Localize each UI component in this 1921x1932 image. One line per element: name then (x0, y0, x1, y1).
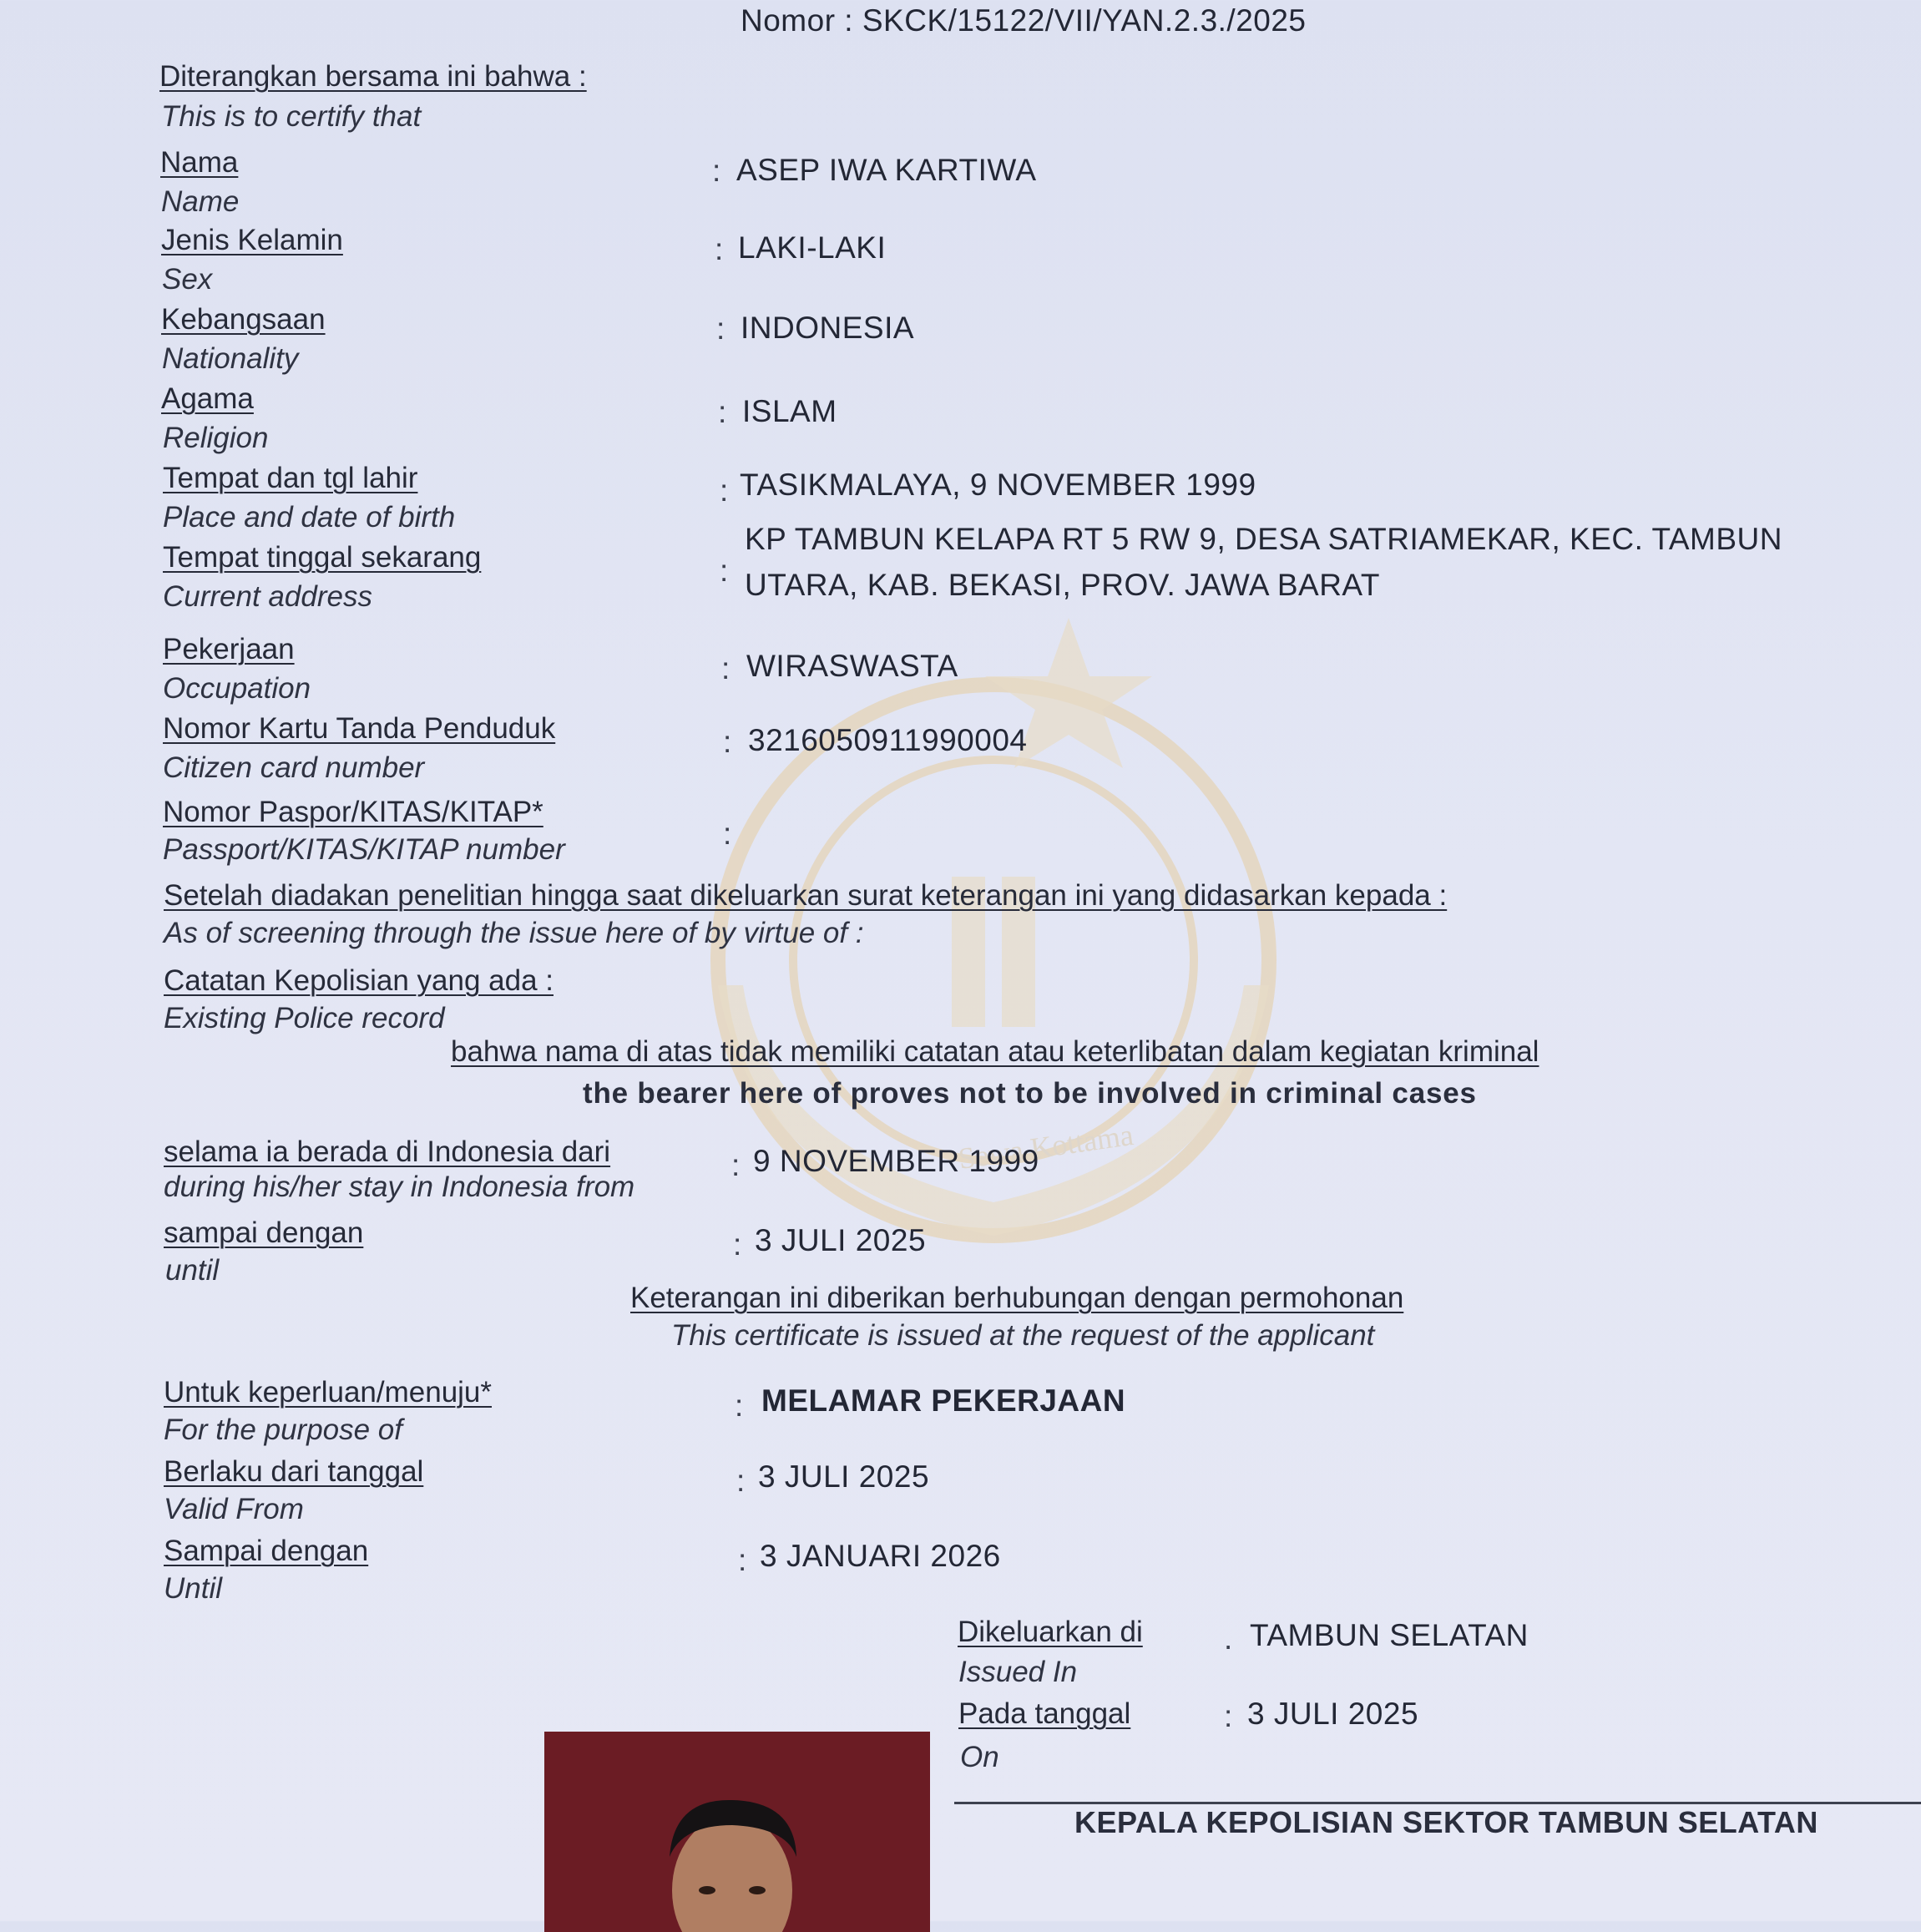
field-religion-label-en: Religion (163, 422, 269, 454)
intro-en: This is to certify that (161, 100, 422, 133)
applicant-photo (544, 1732, 930, 1932)
field-passport-label-en: Passport/KITAS/KITAP number (163, 833, 565, 866)
police-record-statement-en: the bearer here of proves not to be involved in criminal cases (583, 1077, 1477, 1110)
field-address-value-line2: UTARA, KAB. BEKASI, PROV. JAWA BARAT (745, 568, 1380, 602)
screening-en: As of screening through the issue here of by virtue of : (164, 917, 864, 949)
intro-id: Diterangkan bersama ini bahwa : (159, 60, 587, 93)
field-id-card-label-en: Citizen card number (163, 751, 425, 784)
field-address-value-line1: KP TAMBUN KELAPA RT 5 RW 9, DESA SATRIAMEKAR, KEC. TAMBUN (745, 522, 1782, 556)
watermark-text: Sewa Kottama (956, 1117, 1135, 1176)
field-nationality-label-en: Nationality (162, 342, 299, 375)
signatory-title: KEPALA KEPOLISIAN SEKTOR TAMBUN SELATAN (1074, 1805, 1818, 1839)
colon: : (733, 1227, 742, 1262)
colon: . (1224, 1621, 1233, 1656)
colon: : (720, 554, 729, 588)
valid-until-label-id: Sampai dengan (164, 1535, 369, 1567)
valid-from-label-en: Valid From (164, 1493, 304, 1525)
document-number-label: Nomor (741, 3, 836, 38)
issued-date-label-id: Pada tanggal (958, 1697, 1131, 1730)
field-occupation-label-id: Pekerjaan (163, 633, 295, 665)
issued-date-value: 3 JULI 2025 (1247, 1697, 1419, 1731)
valid-until-label-en: Until (164, 1572, 223, 1605)
colon: : (723, 817, 732, 851)
stay-until-label-id: sampai dengan (164, 1216, 364, 1249)
field-address-label-en: Current address (163, 580, 372, 613)
stay-from-label-en: during his/her stay in Indonesia from (164, 1171, 635, 1203)
screening-id: Setelah diadakan penelitian hingga saat dikeluarkan surat keterangan ini yang didasarkan kepada : (164, 879, 1448, 912)
colon: : (712, 154, 721, 188)
field-religion-label-id: Agama (161, 382, 254, 415)
colon: : (721, 651, 730, 685)
police-record-label-id: Catatan Kepolisian yang ada : (164, 964, 554, 997)
field-sex-value: LAKI-LAKI (738, 230, 887, 265)
field-passport-label-id: Nomor Paspor/KITAS/KITAP* (163, 796, 543, 828)
colon: : (715, 232, 724, 266)
field-name-label-id: Nama (160, 146, 239, 179)
stay-until-value: 3 JULI 2025 (755, 1223, 927, 1257)
stay-from-value: 9 NOVEMBER 1999 (753, 1144, 1039, 1178)
colon: : (731, 1148, 741, 1182)
field-name-label-en: Name (161, 185, 240, 218)
issued-place-label-id: Dikeluarkan di (958, 1616, 1143, 1648)
field-address-label-id: Tempat tinggal sekarang (163, 541, 482, 574)
valid-until-value: 3 JANUARI 2026 (760, 1539, 1001, 1573)
field-occupation-value: WIRASWASTA (746, 649, 958, 683)
colon: : (738, 1543, 747, 1577)
stay-from-label-id: selama ia berada di Indonesia dari (164, 1135, 611, 1168)
police-record-statement-id: bahwa nama di atas tidak memiliki catatan atau keterlibatan dalam kegiatan kriminal (451, 1035, 1539, 1068)
request-id: Keterangan ini diberikan berhubungan dengan permohonan (630, 1282, 1404, 1314)
colon: : (720, 473, 729, 508)
field-birth-label-en: Place and date of birth (163, 501, 456, 534)
colon: : (716, 311, 725, 346)
purpose-label-id: Untuk keperluan/menuju* (164, 1376, 493, 1409)
issued-place-value: TAMBUN SELATAN (1250, 1618, 1529, 1652)
colon: : (1224, 1699, 1233, 1733)
field-sex-label-en: Sex (162, 263, 213, 296)
field-nationality-value: INDONESIA (741, 311, 915, 345)
document-number-row: Nomor : SKCK/15122/VII/YAN.2.3./2025 (741, 3, 1307, 38)
police-record-label-en: Existing Police record (164, 1002, 445, 1034)
issued-place-label-en: Issued In (958, 1656, 1078, 1688)
field-occupation-label-en: Occupation (163, 672, 311, 705)
field-religion-value: ISLAM (742, 394, 837, 428)
valid-from-label-id: Berlaku dari tanggal (164, 1455, 424, 1488)
field-name-value: ASEP IWA KARTIWA (736, 153, 1037, 187)
colon: : (723, 725, 732, 759)
field-birth-value: TASIKMALAYA, 9 NOVEMBER 1999 (740, 468, 1256, 502)
signature-divider (954, 1802, 1921, 1804)
request-en: This certificate is issued at the request of the applicant (671, 1319, 1375, 1352)
colon: : (718, 395, 727, 429)
purpose-label-en: For the purpose of (164, 1414, 402, 1446)
stay-until-label-en: until (165, 1254, 220, 1287)
colon: : (736, 1464, 746, 1498)
field-id-card-value: 3216050911990004 (748, 723, 1028, 757)
field-sex-label-id: Jenis Kelamin (161, 224, 343, 256)
valid-from-value: 3 JULI 2025 (758, 1459, 930, 1494)
purpose-value: MELAMAR PEKERJAAN (761, 1383, 1126, 1418)
issued-date-label-en: On (960, 1741, 999, 1773)
field-nationality-label-id: Kebangsaan (161, 303, 326, 336)
field-id-card-label-id: Nomor Kartu Tanda Penduduk (163, 712, 556, 745)
applicant-portrait (544, 1732, 930, 1932)
field-birth-label-id: Tempat dan tgl lahir (163, 462, 418, 494)
colon: : (735, 1388, 744, 1423)
document-number: SKCK/15122/VII/YAN.2.3./2025 (862, 3, 1307, 38)
